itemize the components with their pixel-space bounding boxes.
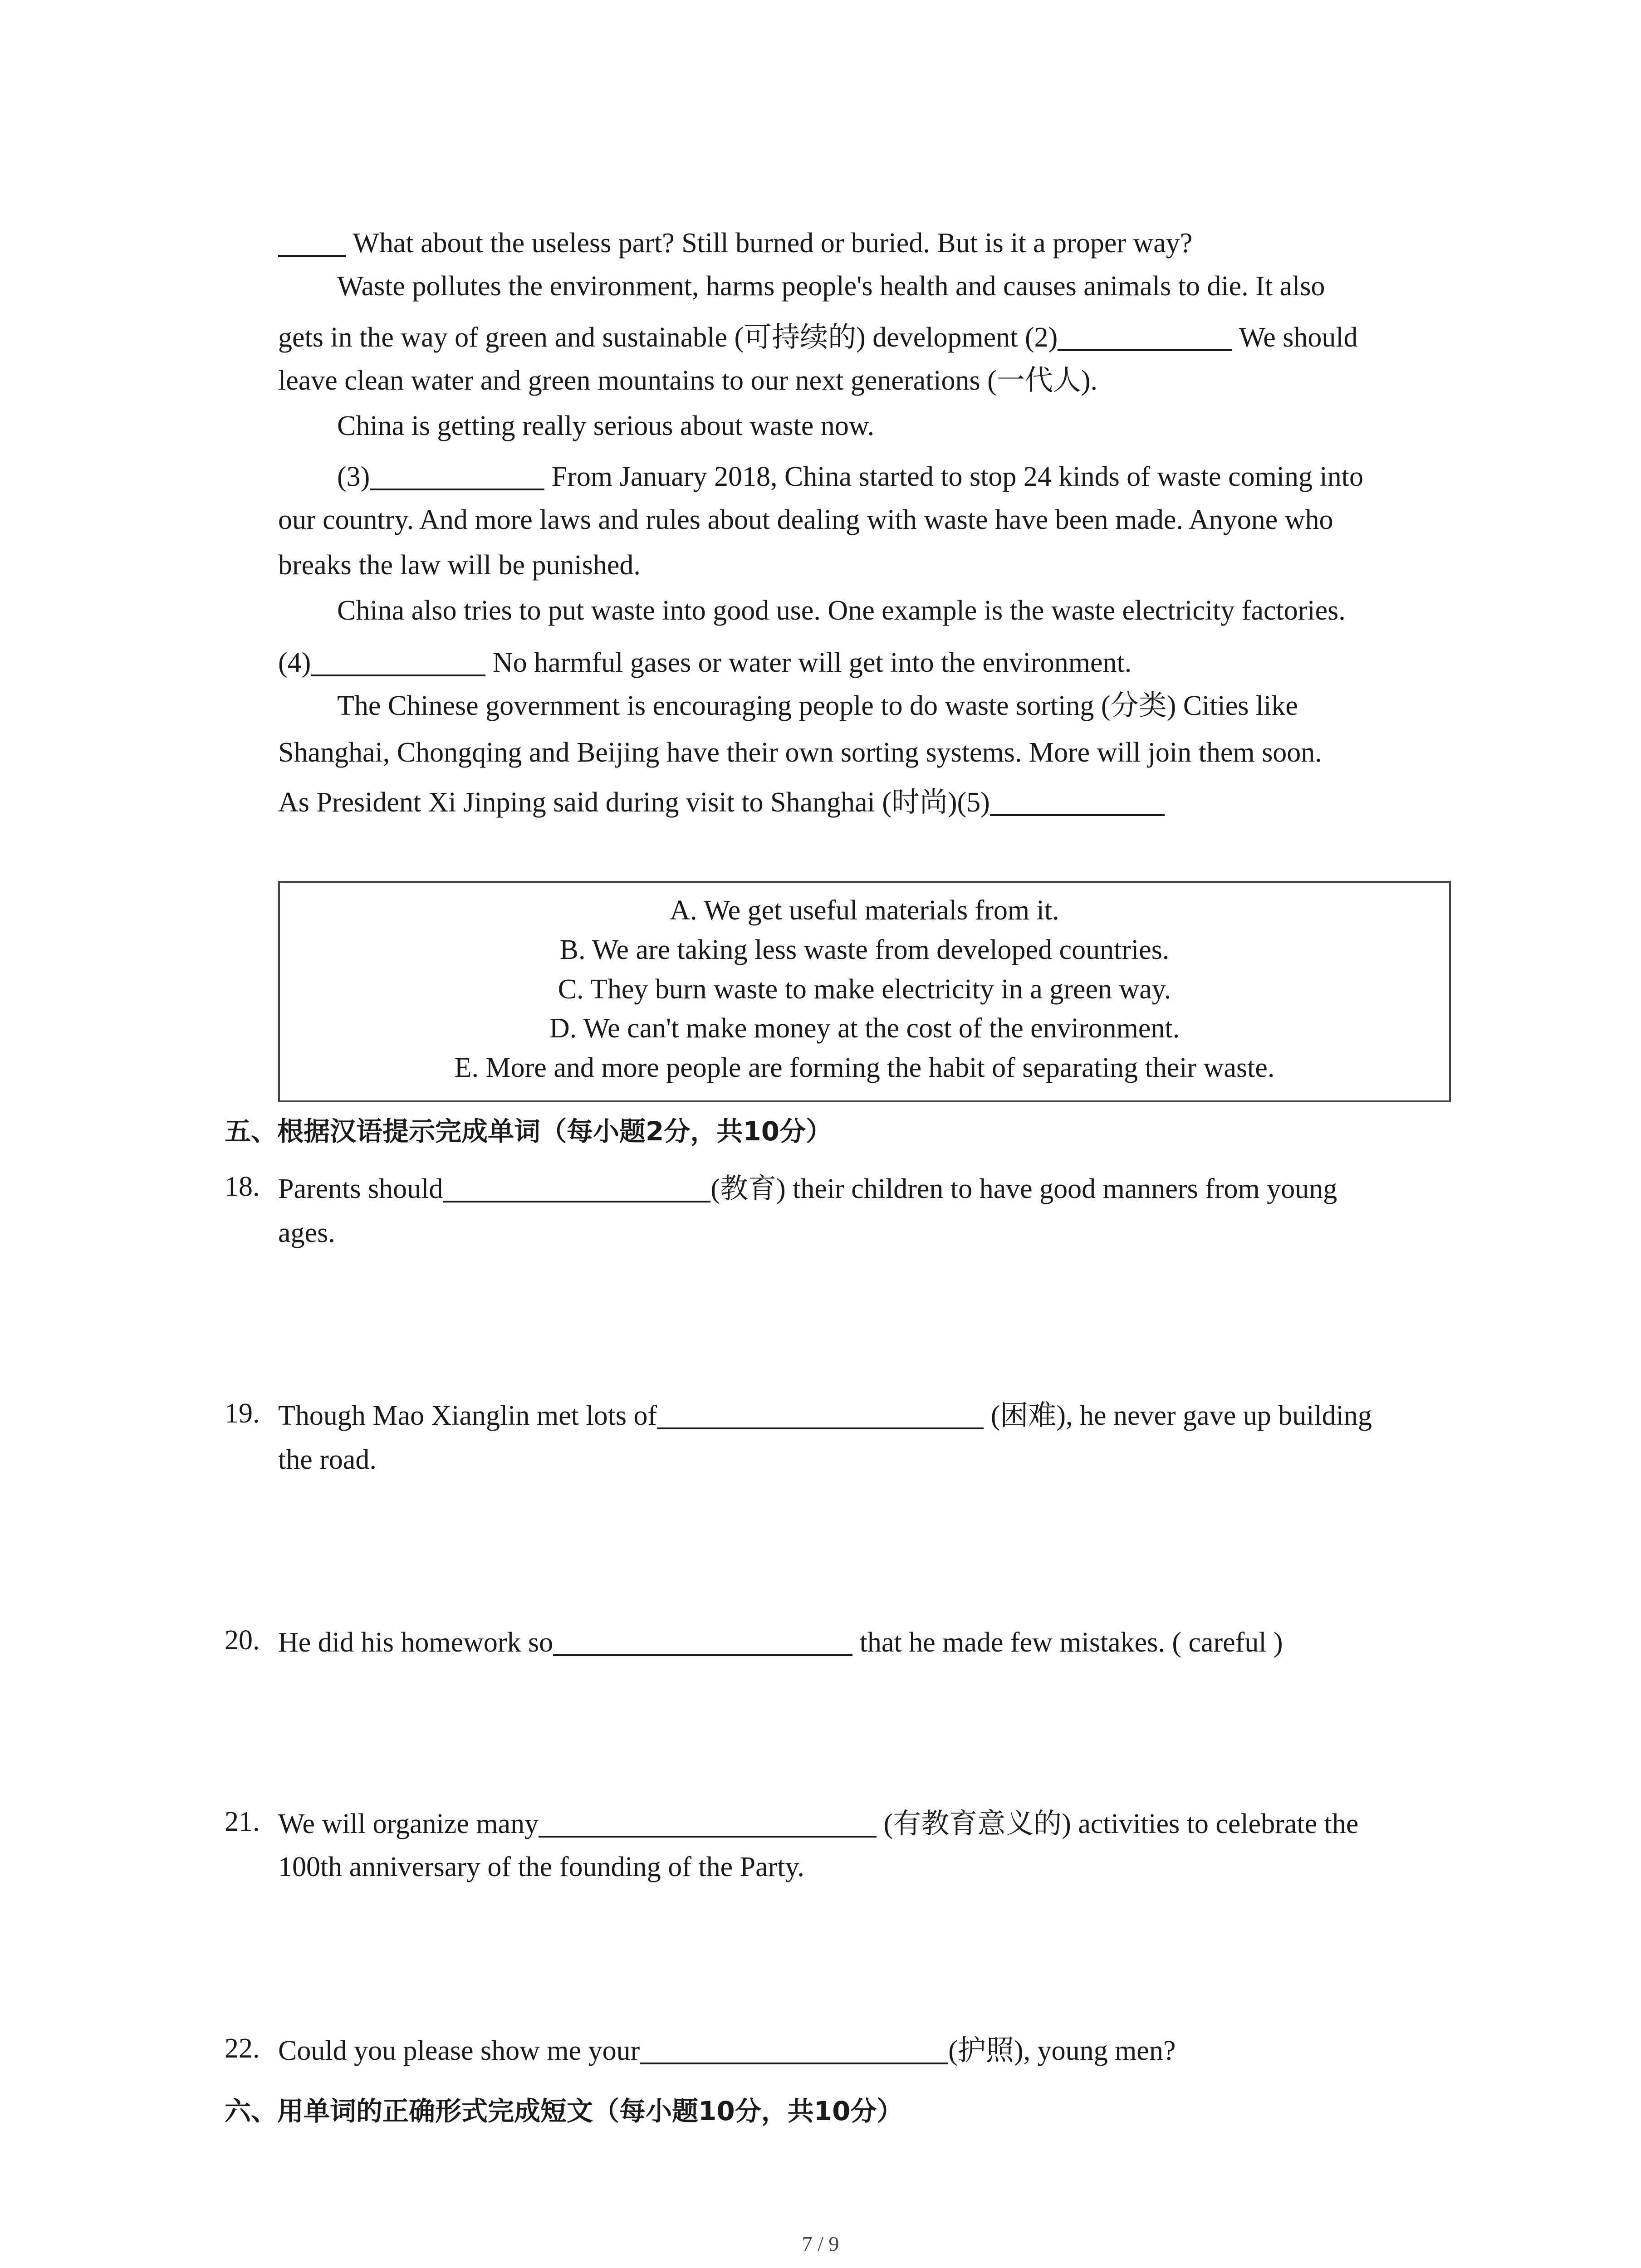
passage-line-8: breaks the law will be punished. — [278, 550, 641, 581]
q19-answer-blank[interactable] — [657, 1399, 984, 1429]
q18-answer-blank[interactable] — [443, 1173, 710, 1202]
passage-line-13: As President Xi Jinping said during visit to Shanghai (时尚)(5) — [278, 786, 1165, 816]
passage-line-2: Waste pollutes the environment, harms people's health and causes animals to die. It also — [337, 271, 1325, 302]
question-18-continued: ages. — [278, 1217, 335, 1248]
answer-blank-2[interactable] — [1058, 321, 1232, 351]
q21-answer-blank[interactable] — [539, 1808, 877, 1838]
passage-line-4: leave clean water and green mountains to our next generations (一代人). — [278, 365, 1097, 396]
options-box — [278, 881, 1451, 1102]
passage-line-5: China is getting really serious about waste now. — [337, 411, 875, 441]
passage-line-11: The Chinese government is encouraging people to do waste sorting (分类) Cities like — [337, 690, 1298, 721]
answer-blank-5[interactable] — [990, 786, 1165, 816]
section-5-heading: 五、根据汉语提示完成单词（每小题2分，共10分） — [225, 1116, 833, 1147]
option-b: B. We are taking less waste from developed countries. — [559, 934, 1170, 965]
q22-answer-blank[interactable] — [640, 2034, 948, 2064]
passage-line-12: Shanghai, Chongqing and Beijing have their own sorting systems. More will join them soon. — [278, 737, 1322, 768]
passage-line-9: China also tries to put waste into good use. One example is the waste electricity factories. — [337, 595, 1346, 626]
option-c: C. They burn waste to make electricity in a green way. — [558, 974, 1171, 1005]
section-6-heading: 六、用单词的正确形式完成短文（每小题10分，共10分） — [225, 2096, 903, 2126]
question-20: He did his homework so that he made few mistakes. ( careful ) — [278, 1627, 1283, 1658]
answer-blank-3[interactable] — [370, 460, 544, 490]
passage-line-6: (3) From January 2018, China started to stop 24 kinds of waste coming into — [337, 461, 1363, 492]
question-19-continued: the road. — [278, 1444, 377, 1475]
option-e: E. More and more people are forming the habit of separating their waste. — [454, 1052, 1275, 1083]
answer-blank-1[interactable] — [278, 227, 346, 257]
passage-line-10: (4) No harmful gases or water will get into the environment. — [278, 647, 1132, 678]
option-a: A. We get useful materials from it. — [670, 895, 1059, 926]
passage-line-7: our country. And more laws and rules about dealing with waste have been made. Anyone who — [278, 504, 1333, 535]
question-21-continued: 100th anniversary of the founding of the Party. — [278, 1852, 804, 1882]
question-21-number: 21. — [225, 1806, 260, 1837]
question-22: Could you please show me your (护照), young men? — [278, 2035, 1176, 2066]
passage-line-1: What about the useless part? Still burned or buried. But is it a proper way? — [278, 227, 1192, 257]
q20-answer-blank[interactable] — [553, 1626, 852, 1656]
passage-line-3: gets in the way of green and sustainable (可持续的) development (2) We should — [278, 322, 1358, 353]
question-20-number: 20. — [225, 1625, 260, 1656]
question-18-number: 18. — [225, 1171, 260, 1202]
question-19-number: 19. — [225, 1398, 260, 1429]
question-21: We will organize many (有教育意义的) activities to celebrate the — [278, 1809, 1359, 1839]
question-22-number: 22. — [225, 2033, 260, 2064]
question-19: Though Mao Xianglin met lots of (困难), he never gave up building — [278, 1400, 1372, 1431]
page-number: 7 / 9 — [802, 2232, 839, 2255]
option-d: D. We can't make money at the cost of the environment. — [549, 1013, 1180, 1044]
answer-blank-4[interactable] — [311, 646, 485, 676]
question-18: Parents should (教育) their children to have good manners from young — [278, 1173, 1337, 1204]
